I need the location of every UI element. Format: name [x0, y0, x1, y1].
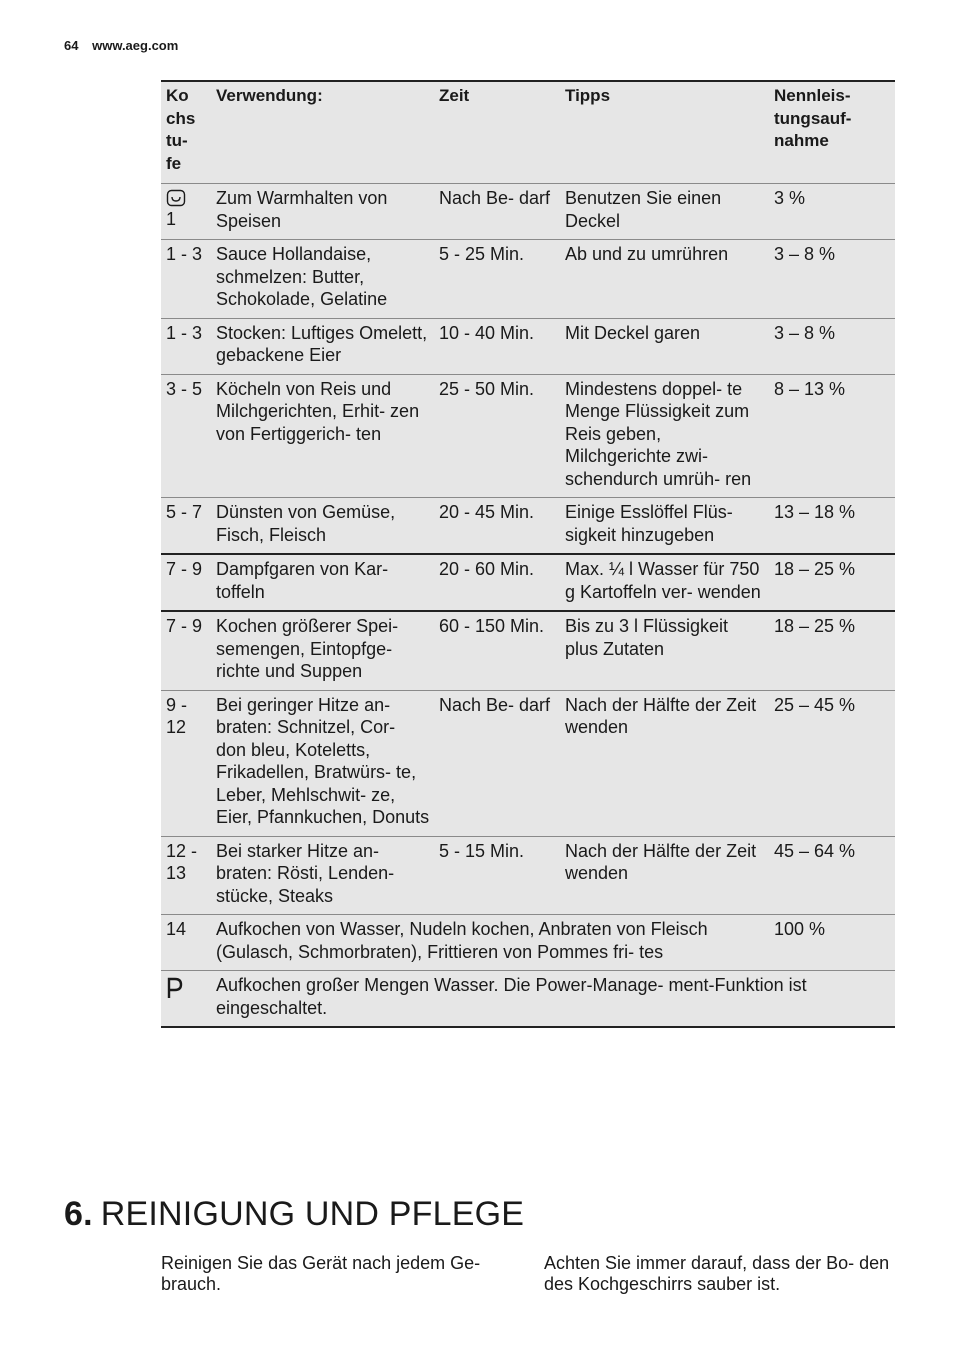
cell-zeit: Nach Be- darf	[434, 184, 560, 240]
table-row	[161, 240, 895, 319]
cell-zeit: 20 - 45 Min.	[434, 498, 560, 555]
cell-leistung: 3 – 8 %	[769, 240, 895, 319]
site-url: www.aeg.com	[92, 38, 179, 53]
table-row	[161, 498, 895, 555]
col-header-verwendung: Verwendung:	[211, 81, 434, 184]
table-row	[161, 611, 895, 690]
table-row	[161, 690, 895, 836]
table-row	[161, 318, 895, 374]
cell-stufe: 7 - 9	[161, 554, 211, 611]
cell-stufe: 1 - 3	[161, 240, 211, 319]
cell-stufe: 9 - 12	[161, 690, 211, 836]
cell-verwendung: Zum Warmhalten von Speisen	[211, 184, 434, 240]
cell-leistung: 45 – 64 %	[769, 836, 895, 915]
cell-verwendung: Stocken: Luftiges Omelett, gebackene Eier	[211, 318, 434, 374]
cooking-levels-table	[161, 80, 895, 1028]
cell-verwendung: Kochen größerer Spei- semengen, Eintopfge- richte und Suppen	[211, 611, 434, 690]
keep-warm-pot-icon	[166, 188, 186, 208]
section-title	[64, 1192, 524, 1236]
cell-stufe: 5 - 7	[161, 498, 211, 555]
table-row	[161, 184, 895, 240]
cell-stufe	[161, 971, 211, 1028]
cell-tipps: Mindestens doppel- te Menge Flüssigkeit zum Reis geben, Milchgerichte zwi- schendurch umrüh- ren	[560, 374, 769, 498]
cell-tipps: Benutzen Sie einen Deckel	[560, 184, 769, 240]
page-header	[64, 38, 188, 53]
cell-verwendung: Bei starker Hitze an- braten: Rösti, Lenden- stücke, Steaks	[211, 836, 434, 915]
cell-verwendung: Dünsten von Gemüse, Fisch, Fleisch	[211, 498, 434, 555]
cell-stufe: 3 - 5	[161, 374, 211, 498]
cell-zeit: 10 - 40 Min.	[434, 318, 560, 374]
col-header-tipps: Tipps	[560, 81, 769, 184]
cell-leistung: 13 – 18 %	[769, 498, 895, 555]
cell-zeit: 5 - 25 Min.	[434, 240, 560, 319]
cell-zeit: 60 - 150 Min.	[434, 611, 560, 690]
cell-verwendung: Sauce Hollandaise, schmelzen: Butter, Schokolade, Gelatine	[211, 240, 434, 319]
cell-stufe: 7 - 9	[161, 611, 211, 690]
cell-zeit: 5 - 15 Min.	[434, 836, 560, 915]
cell-leistung: 25 – 45 %	[769, 690, 895, 836]
cell-zeit: 20 - 60 Min.	[434, 554, 560, 611]
cell-tipps: Bis zu 3 l Flüssigkeit plus Zutaten	[560, 611, 769, 690]
table-row	[161, 915, 895, 971]
cell-verwendung: Köcheln von Reis und Milchgerichten, Erhit- zen von Fertiggerich- ten	[211, 374, 434, 498]
paragraph-right: Achten Sie immer darauf, dass der Bo- den des Kochgeschirrs sauber ist.	[544, 1253, 890, 1294]
cell-verwendung-span: Aufkochen großer Mengen Wasser. Die Power-Manage- ment-Funktion ist eingeschaltet.	[211, 971, 895, 1028]
cell-leistung: 8 – 13 %	[769, 374, 895, 498]
cell-tipps: Max. ¼ l Wasser für 750 g Kartoffeln ver- wenden	[560, 554, 769, 611]
cell-verwendung-span: Aufkochen von Wasser, Nudeln kochen, Anbraten von Fleisch (Gulasch, Schmorbraten), Frittieren von Pommes fri- tes	[211, 915, 769, 971]
cell-verwendung: Bei geringer Hitze an- braten: Schnitzel, Cor- don bleu, Koteletts, Frikadellen, Bratwürs- te, Leber, Mehlschwit- ze, Eier, Pfannkuchen, Donuts	[211, 690, 434, 836]
cell-stufe: 1 - 3	[161, 318, 211, 374]
table-row	[161, 554, 895, 611]
stufe-value: 1	[166, 209, 177, 229]
cell-tipps: Nach der Hälfte der Zeit wenden	[560, 690, 769, 836]
page-number: 64	[64, 38, 79, 53]
power-p-icon	[166, 976, 184, 1000]
section-heading: REINIGUNG UND PFLEGE	[100, 1195, 525, 1233]
cell-tipps: Einige Esslöffel Flüs- sigkeit hinzugeben	[560, 498, 769, 555]
col-header-zeit: Zeit	[434, 81, 560, 184]
cell-tipps: Nach der Hälfte der Zeit wenden	[560, 836, 769, 915]
paragraph-left: Reinigen Sie das Gerät nach jedem Ge- brauch.	[161, 1253, 481, 1294]
table-row	[161, 374, 895, 498]
cell-leistung: 3 – 8 %	[769, 318, 895, 374]
cell-tipps: Ab und zu umrühren	[560, 240, 769, 319]
cell-zeit: Nach Be- darf	[434, 690, 560, 836]
section-number: 6.	[64, 1195, 93, 1233]
cell-stufe: 14	[161, 915, 211, 971]
cell-zeit: 25 - 50 Min.	[434, 374, 560, 498]
col-header-kochstufe: Ko chs tu- fe	[161, 81, 211, 184]
cell-stufe	[161, 184, 211, 240]
cell-leistung: 3 %	[769, 184, 895, 240]
cell-tipps: Mit Deckel garen	[560, 318, 769, 374]
table-row	[161, 836, 895, 915]
cell-leistung: 18 – 25 %	[769, 554, 895, 611]
table-row	[161, 971, 895, 1028]
col-header-nennleistung: Nennleis- tungsauf- nahme	[769, 81, 895, 184]
cell-leistung: 100 %	[769, 915, 895, 971]
cell-stufe: 12 - 13	[161, 836, 211, 915]
cell-verwendung: Dampfgaren von Kar- toffeln	[211, 554, 434, 611]
cell-leistung: 18 – 25 %	[769, 611, 895, 690]
table-header-row	[161, 81, 895, 184]
